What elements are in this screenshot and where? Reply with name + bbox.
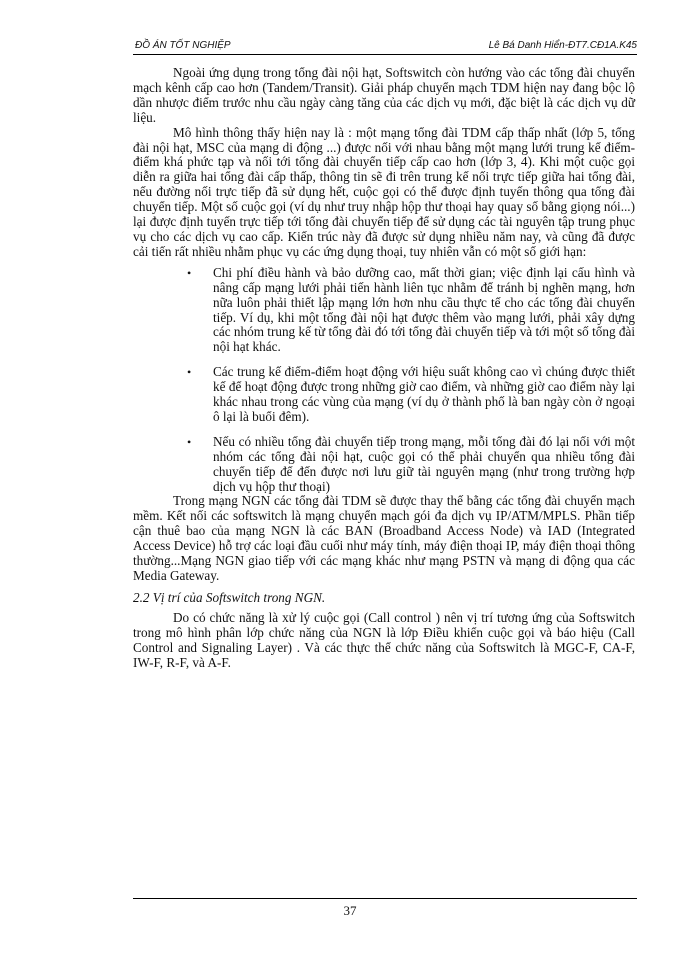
page-header — [133, 40, 637, 55]
paragraph-model: Mô hình thông thấy hiện nay là : một mạng tổng đài TDM cấp thấp nhất (lớp 5, tổng đài nội hạt, MSC của mạng di động ...) được nối với nhau bằng một mạng lưới trung kế điểm-điểm khá phức tạp và nối tới tổng đài chuyển tiếp cấp cao hơn (lớp 3, 4). Khi một cuộc gọi diễn ra giữa hai tổng đài cấp thấp, thông tin sẽ đi trên trung kế nối trực tiếp giữa hai tổng đài, nếu đường nối trực tiếp đã sử dụng hết, cuộc gọi có thể được định tuyến thông qua tổng đài chuyển tiếp. Một số cuộc gọi (ví dụ như truy nhập hộp thư thoại hay quay số bằng giọng nói...) lại được định tuyến trực tiếp tới tổng đài chuyển tiếp để sử dụng các tài nguyên tập trung phục vụ cho các dịch vụ cao cấp. Kiến trúc này đã được sử dụng nhiều năm nay, và cũng đã được cải tiến rất nhiều nhằm phục vụ các ứng dụng thoại, tuy nhiên vẫn có một số giới hạn: — [133, 124, 635, 259]
header-author: Lê Bá Danh Hiển-ĐT7.CĐ1A.K45 — [488, 40, 637, 51]
footer-divider — [133, 898, 637, 899]
list-item-text: Chi phí điều hành và bảo dưỡng cao, mất thời gian; việc định lại cấu hình và nâng cấp mạng lưới phải tiến hành liên tục nhằm để tránh bị nghẽn mạng, hơn nữa luôn phải thiết lập mạng lớn hơn nhu cầu thực tế cho các tổng đài chuyển tiếp. Ví dụ, khi một tổng đài nội hạt được thêm vào mạng lưới, phải xây dựng các nhóm trung kế từ tổng đài đó tới tổng đài chuyển tiếp và tới một số tổng đài nội hạt khác. — [213, 264, 635, 355]
page-number: 37 — [343, 903, 357, 918]
limitations-list — [133, 266, 635, 495]
list-item — [187, 364, 635, 425]
list-item — [187, 264, 635, 355]
list-item-text: Các trung kế điểm-điểm hoạt động với hiệu suất không cao vì chúng được thiết kế để hoạt động được trong những giờ cao điểm, và những giờ cao điểm này lại khác nhau trong các vùng của mạng (ví dụ ở thành phố là ban ngày còn ở ngoại ô lại là buổi đêm). — [213, 364, 635, 424]
paragraph-softswitch-position: Do có chức năng là xử lý cuộc gọi (Call control ) nên vị trí tương ứng của Softswitch trong mô hình phân lớp chức năng của NGN là lớp Điều khiển cuộc gọi và báo hiệu (Call Control and Signaling Layer) . Và các thực thể chức năng của Softswitch là MGC-F, CA-F, IW-F, R-F, và A-F. — [133, 609, 635, 670]
bullet-icon: • — [187, 265, 192, 280]
paragraph-ngn: Trong mạng NGN các tổng đài TDM sẽ được thay thế bằng các tổng đài chuyển mạch mềm. Kết nối các softswitch là mạng chuyển mạch gói đa dịch vụ IP/ATM/MPLS. Phần tiếp cận thuê bao của mạng NGN là các BAN (Broadband Access Node) và IAD (Integrated Access Device) hỗ trợ các loại đầu cuối như máy tính, máy điện thoại IP, máy điện thoại thông thường...Mạng NGN giao tiếp với các mạng khác như mạng PSTN và mạng di động qua các Media Gateway. — [133, 493, 635, 583]
bullet-icon: • — [187, 434, 192, 449]
bullet-icon: • — [187, 365, 192, 380]
list-item — [187, 433, 635, 495]
paragraph-intro: Ngoài ứng dụng trong tổng đài nội hạt, Softswitch còn hướng vào các tổng đài chuyển mạch kênh cấp cao hơn (Tandem/Transit). Giải pháp chuyển mạch TDM hiện nay đang bộc lộ dần nhược điểm trước nhu cầu ngày càng tăng của các dịch vụ mới, đặc biệt là các dịch vụ dữ liệu. — [133, 65, 635, 125]
section-heading: 2.2 Vị trí của Softswitch trong NGN. — [133, 589, 326, 605]
document-body — [133, 66, 635, 670]
list-item-text: Nếu có nhiều tổng đài chuyển tiếp trong mạng, mỗi tổng đài đó lại nối với một nhóm các tổng đài nội hạt, cuộc gọi có thể phải chuyển qua nhiều tổng đài chuyển tiếp để đến được nơi lưu giữ tài nguyên mạng (như trong trường hợp dịch vụ hộp thư thoại) — [213, 433, 635, 494]
header-left-title: ĐỒ ÁN TỐT NGHIỆP — [135, 40, 231, 51]
